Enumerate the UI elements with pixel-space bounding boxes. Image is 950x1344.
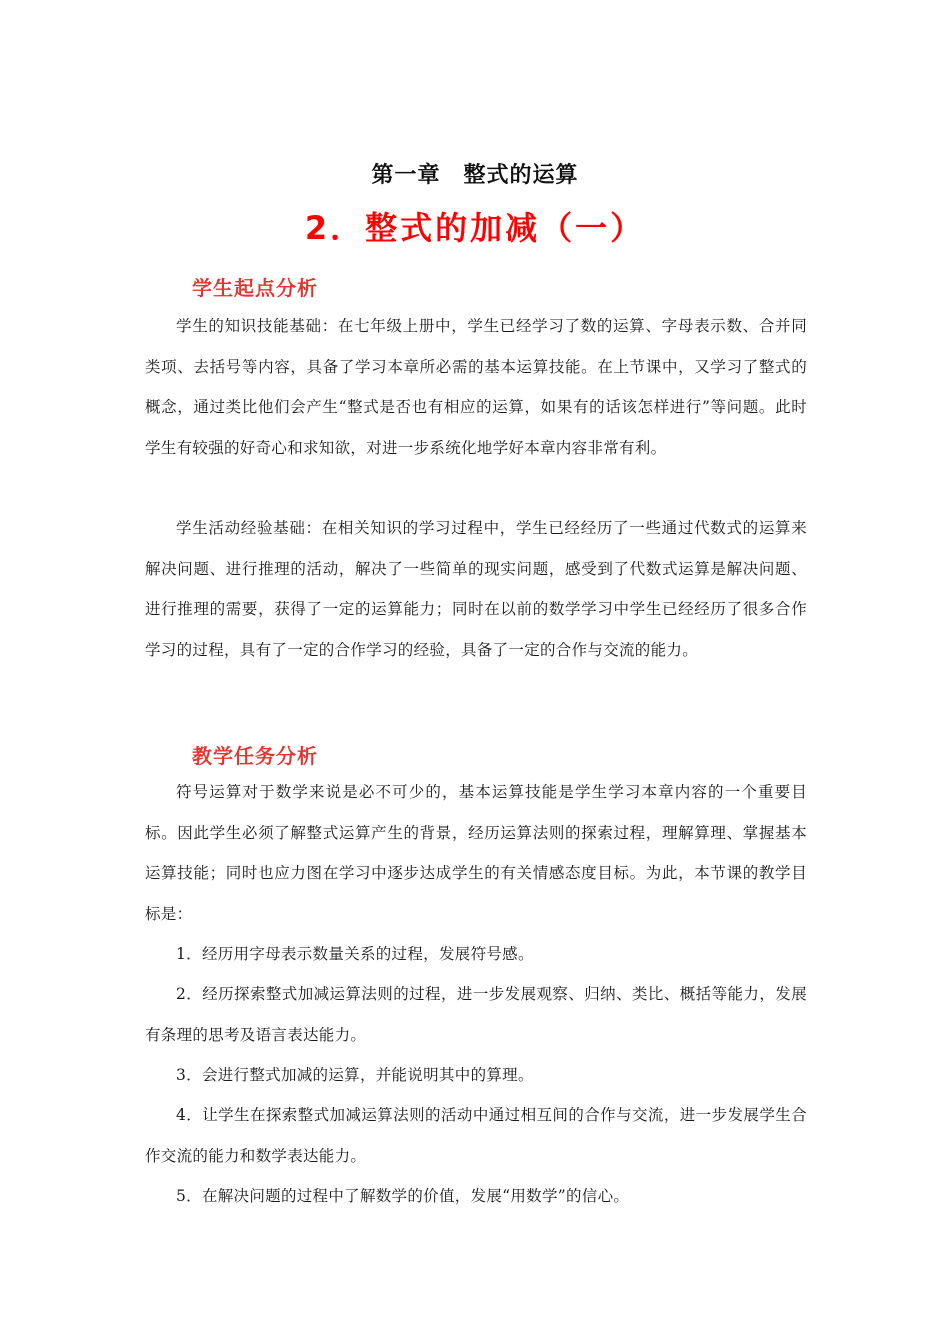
objective-item-2: 2．经历探索整式加减运算法则的过程，进一步发展观察、归纳、类比、概括等能力，发展有条理的思考及语言表达能力。 [145,985,807,1044]
paragraph-task-analysis: 符号运算对于数学来说是必不可少的，基本运算技能是学生学习本章内容的一个重要目标。因此学生必须了解整式运算产生的背景，经历运算法则的探索过程，理解算理、掌握基本运算技能；同时也应力图在学习中逐步达成学生的有关情感态度目标。为此，本节课的教学目标是： [145,783,807,923]
section-heading-student-analysis: 学生起点分析 [192,276,318,300]
paragraph-activity-foundation: 学生活动经验基础：在相关知识的学习过程中，学生已经经历了一些通过代数式的运算来解决问题、进行推理的活动，解决了一些简单的现实问题，感受到了代数式运算是解决问题、进行推理的需要，获得了一定的运算能力；同时在以前的数学学习中学生已经经历了很多合作学习的过程，具有了一定的合作学习的经验，具备了一定的合作与交流的能力。 [145,519,807,659]
paragraph-knowledge-foundation: 学生的知识技能基础：在七年级上册中，学生已经学习了数的运算、字母表示数、合并同类项、去括号等内容，具备了学习本章所必需的基本运算技能。在上节课中，又学习了整式的概念，通过类比他们会产生“整式是否也有相应的运算，如果有的话该怎样进行”等问题。此时学生有较强的好奇心和求知欲，对进一步系统化地学好本章内容非常有利。 [145,317,807,457]
objective-item-5: 5．在解决问题的过程中了解数学的价值，发展“用数学”的信心。 [176,1187,630,1205]
chapter-title: 第一章 整式的运算 [371,163,579,188]
objective-item-3: 3．会进行整式加减的运算，并能说明其中的算理。 [176,1066,534,1084]
objective-item-1: 1．经历用字母表示数量关系的过程，发展符号感。 [176,945,534,963]
lesson-title: 2．整式的加减（一） [304,209,646,247]
objective-item-4: 4．让学生在探索整式加减运算法则的活动中通过相互间的合作与交流，进一步发展学生合作交流的能力和数学表达能力。 [145,1106,807,1165]
section-heading-task-analysis: 教学任务分析 [192,744,318,768]
